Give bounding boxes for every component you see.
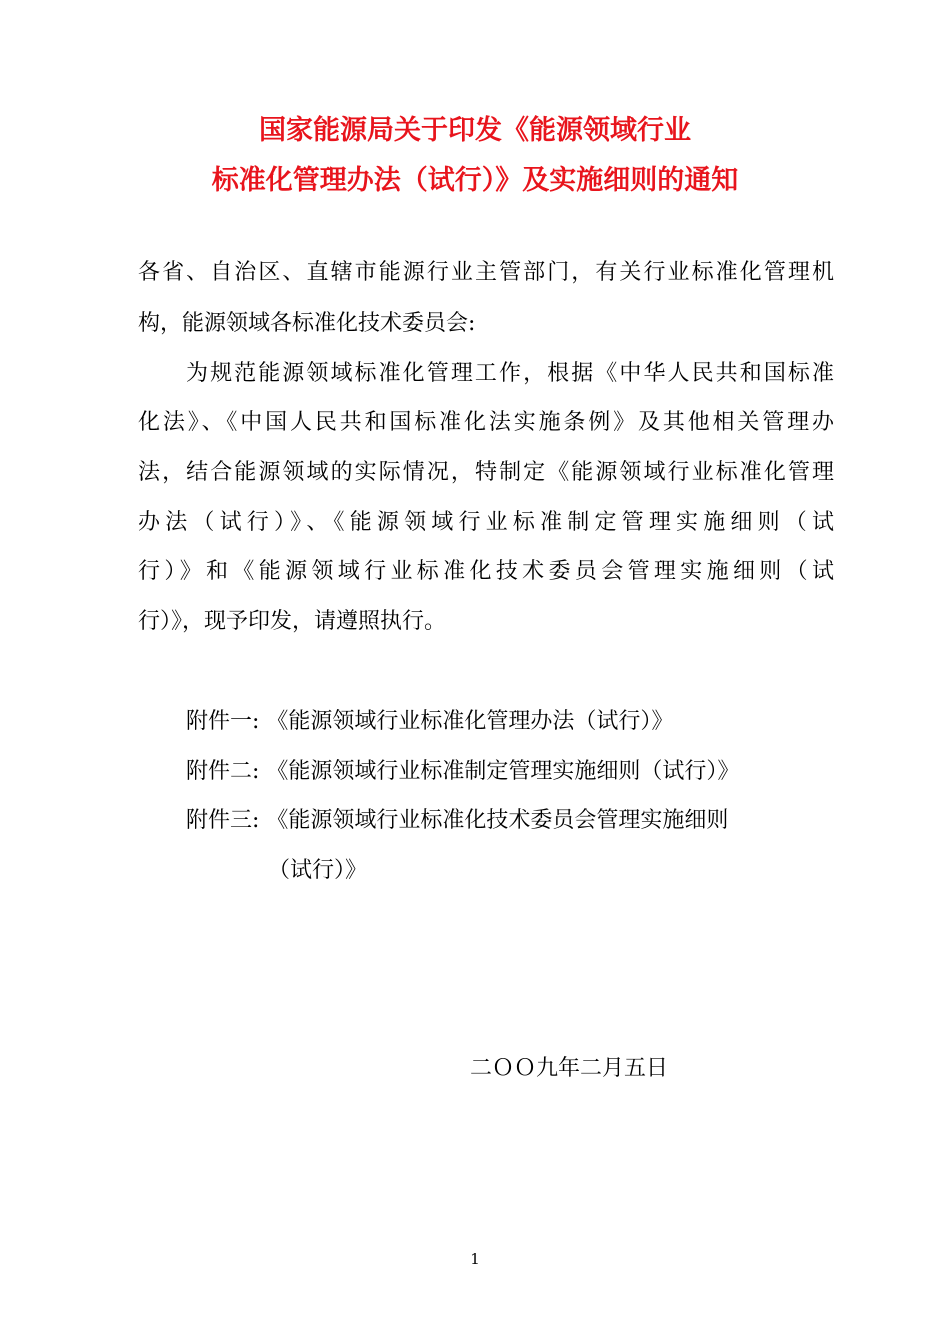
body-paragraph-line-2: 化法》、《中国人民共和国标准化法实施条例》及其他相关管理办: [138, 410, 834, 435]
body-paragraph-line-6: 行）》，现予印发，请遵照执行。: [138, 609, 447, 634]
body-paragraph-line-4: 办法（试行）》、《能源领域行业标准制定管理实施细则（试: [138, 510, 834, 535]
attachment-2: 附件二: 《能源领域行业标准制定管理实施细则（试行）》: [186, 759, 740, 784]
document-date: 二ＯＯ九年二月五日: [470, 1056, 669, 1081]
body-paragraph-line-5: 行）》和《能源领域行业标准化技术委员会管理实施细则（试: [138, 559, 834, 584]
page-number: 1: [470, 1250, 480, 1268]
attachment-3-line-1: 附件三: 《能源领域行业标准化技术委员会管理实施细则: [186, 808, 729, 833]
attachment-1: 附件一: 《能源领域行业标准化管理办法（试行）》: [186, 709, 674, 734]
addressee-line-2: 构，能源领域各标准化技术委员会:: [138, 311, 476, 336]
attachment-3-line-2: （试行）》: [268, 858, 368, 883]
body-paragraph-line-1: 为规范能源领域标准化管理工作，根据《中华人民共和国标准: [186, 361, 834, 386]
body-paragraph-line-3: 法，结合能源领域的实际情况，特制定《能源领域行业标准化管理: [138, 460, 834, 485]
document-title-line-1: 国家能源局关于印发《能源领域行业: [259, 115, 691, 146]
document-title-line-2: 标准化管理办法（试行）》及实施细则的通知: [211, 165, 739, 196]
addressee-line-1: 各省、自治区、直辖市能源行业主管部门，有关行业标准化管理机: [138, 260, 834, 285]
